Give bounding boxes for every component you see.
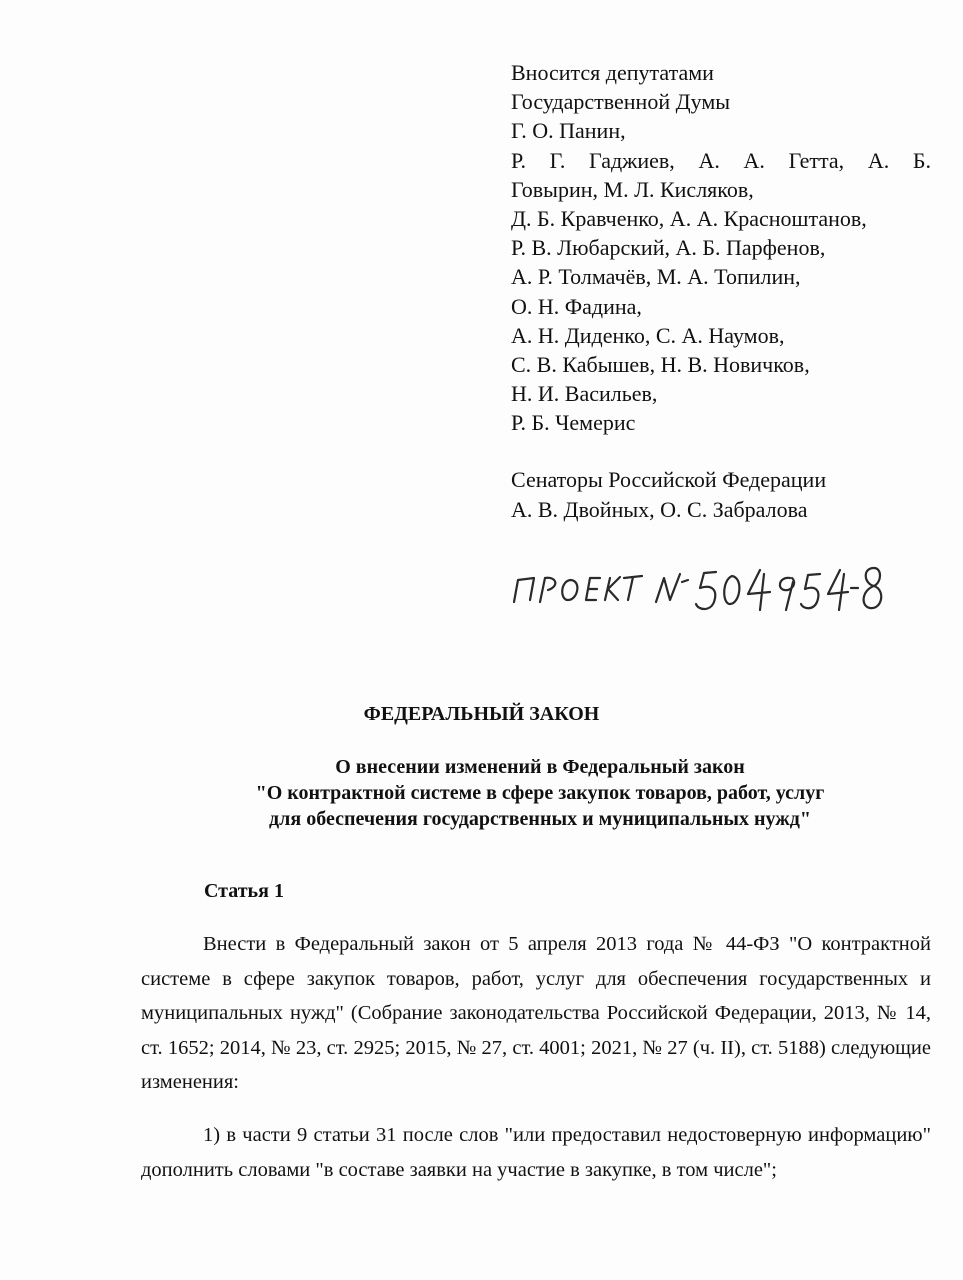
sponsor-line: Р. Б. Чемерис	[511, 410, 636, 436]
article-paragraph-1	[141, 927, 931, 1100]
sponsor-line: Г. О. Панин,	[511, 118, 626, 144]
sponsors-block	[511, 58, 931, 438]
sponsor-line: Вносится депутатами	[511, 60, 714, 85]
sponsor-line: Д. Б. Кравченко, А. А. Красноштанов,	[511, 206, 867, 232]
sponsor-line: О. Н. Фадина,	[511, 293, 642, 319]
sponsor-line: А. Н. Диденко, С. А. Наумов,	[511, 322, 785, 348]
law-title: ФЕДЕРАЛЬНЫЙ ЗАКОН	[363, 703, 600, 725]
subtitle-line: для обеспечения государственных и муниципальных нужд"	[269, 808, 811, 830]
article-heading: Статья 1	[204, 880, 284, 902]
sponsor-line: Государственной Думы	[511, 89, 731, 115]
subtitle-line: О внесении изменений в Федеральный закон	[335, 756, 745, 778]
sponsor-line: Р. Г. Гаджиев, А. А. Гетта, А. Б.	[511, 147, 931, 173]
law-subtitle	[100, 754, 963, 832]
sponsor-line: А. Р. Толмачёв, М. А. Топилин,	[511, 264, 801, 290]
paragraph-text: Внести в Федеральный закон от 5 апреля 2013 года № 44-ФЗ "О контрактной системе в сфере закупок товаров, работ, услуг для обеспечения государственных и муниципальных нужд" (Собрание законодательства Российской Федерации, 2013, № 14, ст. 1652; 2014, № 23, ст. 2925; 2015, № 27, ст. 4001; 2021, № 27 (ч. II), ст. 5188) следующие изменения:	[141, 933, 931, 1093]
article-paragraph-2	[141, 1118, 931, 1187]
senators-names: А. В. Двойных, О. С. Забралова	[511, 496, 808, 522]
handwritten-project-number-stamp	[508, 558, 888, 628]
sponsor-line: Р. В. Любарский, А. Б. Парфенов,	[511, 235, 826, 261]
senators-block	[511, 465, 931, 524]
paragraph-text: 1) в части 9 статьи 31 после слов "или предоставил недостоверную информацию" дополнить словами "в составе заявки на участие в закупке, в том числе";	[141, 1124, 931, 1181]
sponsor-line: Н. И. Васильев,	[511, 381, 658, 407]
senators-heading: Сенаторы Российской Федерации	[511, 467, 827, 492]
sponsor-line: С. В. Кабышев, Н. В. Новичков,	[511, 352, 810, 378]
subtitle-line: "О контрактной системе в сфере закупок товаров, работ, услуг	[255, 782, 825, 804]
sponsor-line: Говырин, М. Л. Кисляков,	[511, 176, 754, 202]
